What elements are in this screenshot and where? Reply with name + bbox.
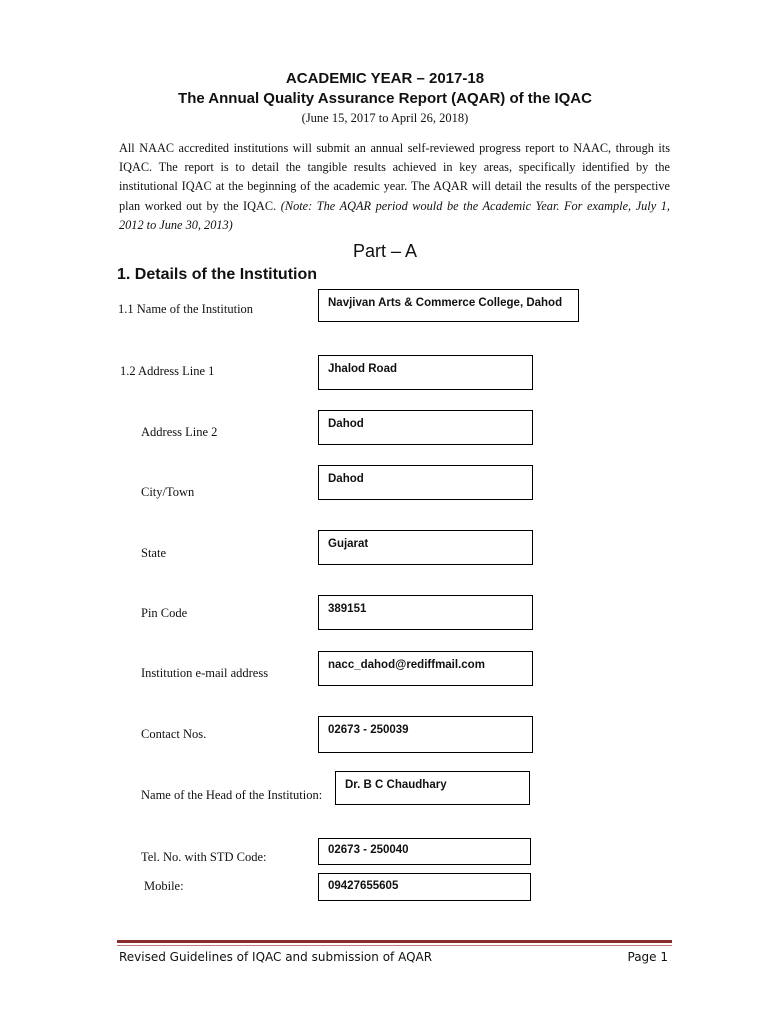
head-value: Dr. B C Chaudhary (345, 779, 447, 791)
footer-guidelines: Revised Guidelines of IQAC and submission of AQAR (119, 950, 433, 964)
contact-value: 02673 - 250039 (328, 724, 409, 736)
tel-field[interactable] (318, 838, 531, 865)
report-title: The Annual Quality Assurance Report (AQAR) of the IQAC (178, 90, 592, 107)
tel-label: Tel. No. with STD Code: (141, 850, 267, 864)
footer-rule (117, 940, 672, 943)
name-value: Navjivan Arts & Commerce College, Dahod (328, 297, 563, 309)
mobile-field[interactable] (318, 873, 531, 901)
contact-label: Contact Nos. (141, 727, 207, 741)
state-value: Gujarat (328, 538, 369, 550)
state-label: State (141, 546, 166, 560)
email-value: nacc_dahod@rediffmail.com (328, 659, 485, 671)
address2-value: Dahod (328, 418, 364, 430)
address2-label: Address Line 2 (141, 425, 218, 439)
part-heading: Part – A (352, 241, 418, 261)
email-field[interactable] (318, 651, 533, 686)
state-field[interactable] (318, 530, 533, 565)
address2-field[interactable] (318, 410, 533, 445)
address1-label: 1.2 Address Line 1 (120, 364, 215, 378)
intro-text: All NAAC accredited institutions will submit an annual self-reviewed progress report to NAAC, through its IQAC. The report is to detail the tangible results achieved in key areas, specifically identified by the institutional IQAC at the beginning of the academic year. The AQAR will detail the results of the perspective plan worked out by the IQAC. (119, 141, 670, 213)
city-field[interactable] (318, 465, 533, 500)
pin-field[interactable] (318, 595, 533, 630)
name-field[interactable] (318, 289, 579, 322)
head-field[interactable] (335, 771, 530, 805)
footer-rule-thin (117, 945, 672, 946)
pin-label: Pin Code (141, 606, 188, 620)
tel-value: 02673 - 250040 (328, 844, 409, 856)
mobile-value: 09427655605 (328, 880, 399, 892)
page-number: Page 1 (627, 950, 668, 964)
pin-value: 389151 (328, 603, 367, 615)
name-label: 1.1 Name of the Institution (118, 302, 254, 316)
city-value: Dahod (328, 473, 364, 485)
mobile-label: Mobile: (144, 879, 184, 893)
address1-field[interactable] (318, 355, 533, 390)
head-label: Name of the Head of the Institution: (141, 788, 323, 802)
address1-value: Jhalod Road (328, 363, 398, 375)
city-label: City/Town (141, 485, 195, 499)
email-label: Institution e-mail address (141, 666, 269, 680)
report-period: (June 15, 2017 to April 26, 2018) (301, 111, 469, 125)
intro-note: (Note: The AQAR period would be the Academic Year. For example, July 1, 2012 to June 30, 2013) (119, 198, 670, 232)
academic-year-heading: ACADEMIC YEAR – 2017-18 (285, 70, 485, 87)
section-title: 1. Details of the Institution (117, 266, 318, 283)
intro-paragraph (119, 139, 670, 235)
contact-field[interactable] (318, 716, 533, 753)
